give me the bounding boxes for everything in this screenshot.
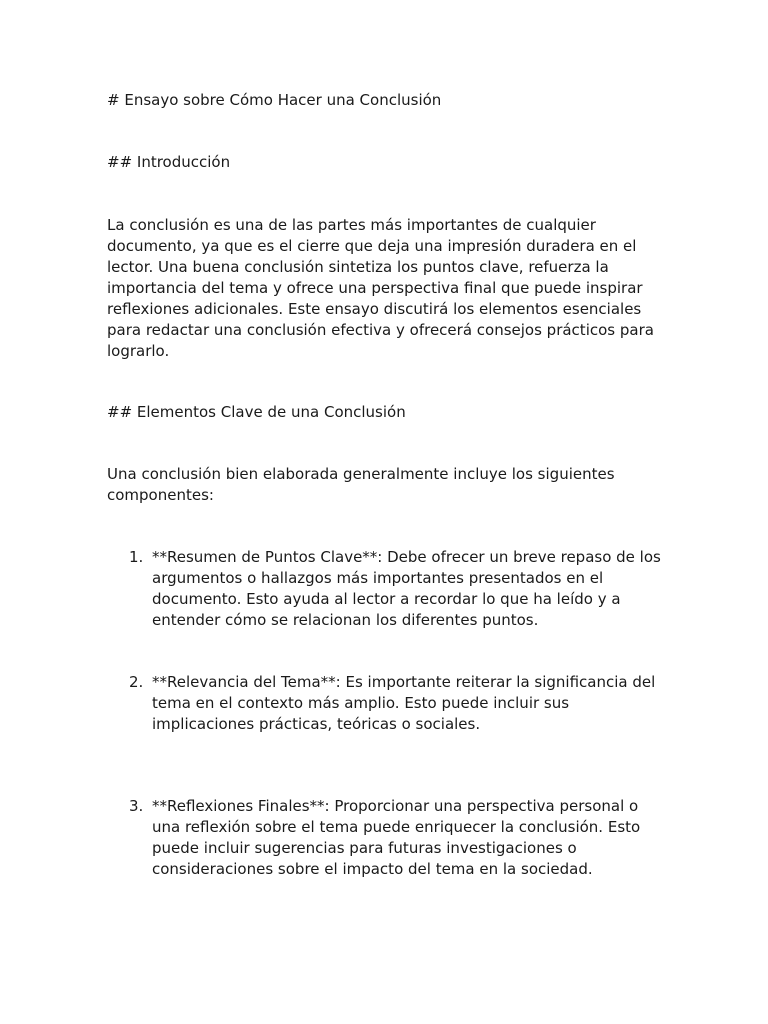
list-number: 2. <box>129 673 144 691</box>
intro-paragraph: La conclusión es una de las partes más importantes de cualquier documento, ya que es el cierre que deja una impresión duradera en el lector. Una buena conclusión sintetiza los puntos clave, refuerza la importancia del tema y ofrece una perspectiva final que puede inspirar reflexiones adicionales. Este ensayo discutirá los elementos esenciales para redactar una conclusión efectiva y ofrecerá consejos prácticos para lograrlo. <box>107 216 654 360</box>
intro-heading: ## Introducción <box>107 153 231 171</box>
list-item-text: **Reflexiones Finales**: Proporcionar una perspectiva personal o una reflexión sobre el tema puede enriquecer la conclusión. Esto puede incluir sugerencias para futuras investigaciones o consideraciones sobre el impacto del tema en la sociedad. <box>152 797 641 878</box>
elements-heading: ## Elementos Clave de una Conclusión <box>107 403 406 421</box>
list-item-text: **Relevancia del Tema**: Es importante reiterar la significancia del tema en el contexto más amplio. Esto puede incluir sus implicaciones prácticas, teóricas o sociales. <box>152 673 656 733</box>
elements-intro-paragraph: Una conclusión bien elaborada generalmente incluye los siguientes componentes: <box>107 465 615 504</box>
list-number: 3. <box>129 797 144 815</box>
document-title: # Ensayo sobre Cómo Hacer una Conclusión <box>107 91 442 109</box>
list-item-text: **Resumen de Puntos Clave**: Debe ofrecer un breve repaso de los argumentos o hallazgos más importantes presentados en el documento. Esto ayuda al lector a recordar lo que ha leído y a entender cómo se relacionan los diferentes puntos. <box>152 548 661 629</box>
list-number: 1. <box>129 548 144 566</box>
